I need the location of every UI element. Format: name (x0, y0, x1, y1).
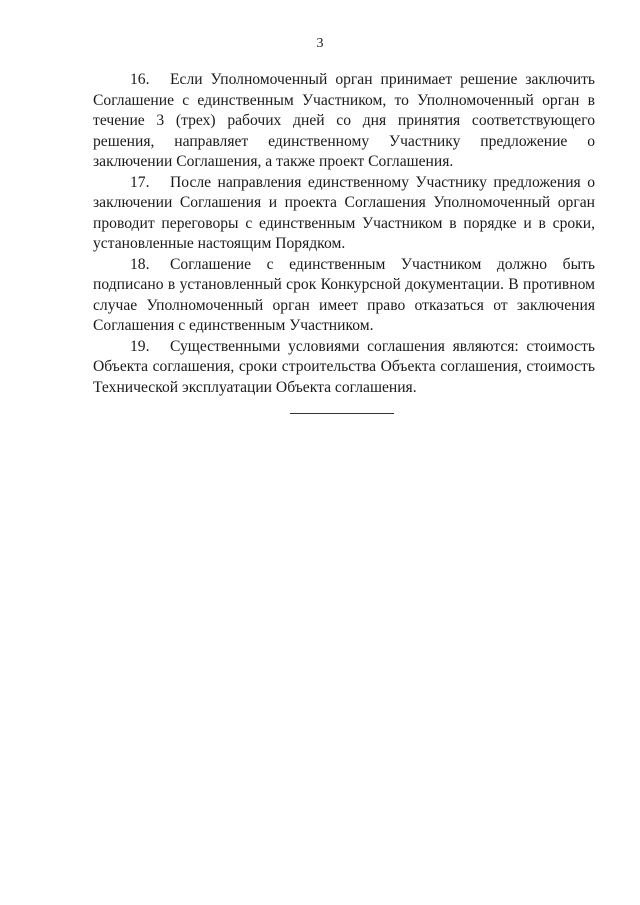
paragraph-16 (93, 70, 595, 173)
document-body (93, 70, 595, 398)
paragraph-text: Если Уполномоченный орган принимает решение заключить Соглашение с единственным Участником, то Уполномоченный орган в течение 3 (трех) рабочих дней со дня принятия соответствующего решения, направляет единственному Участнику предложение о заключении Соглашения, а также проект Соглашения. (93, 71, 595, 170)
paragraph-18 (93, 255, 595, 337)
paragraph-number: 19. (130, 337, 150, 355)
paragraph-17 (93, 173, 595, 255)
paragraph-19 (93, 337, 595, 399)
paragraph-number: 16. (130, 71, 150, 88)
closing-divider-line (290, 413, 394, 414)
paragraph-text: После направления единственному Участнику предложения о заключении Соглашения и проекта Соглашения Уполномоченный орган проводит переговоры с единственным Участником в порядке и в сроки, установленные настоящим Порядком. (93, 173, 595, 252)
page-number: 3 (316, 36, 324, 51)
paragraph-number: 18. (130, 255, 150, 273)
paragraph-text: Существенными условиями соглашения являются: стоимость Объекта соглашения, сроки строительства Объекта соглашения, стоимость Технической эксплуатации Объекта соглашения. (93, 337, 595, 396)
paragraph-number: 17. (130, 173, 150, 191)
paragraph-text: Соглашение с единственным Участником должно быть подписано в установленный срок Конкурсной документации. В противном случае Уполномоченный орган имеет право отказаться от заключения Соглашения с единственным Участником. (93, 255, 595, 334)
